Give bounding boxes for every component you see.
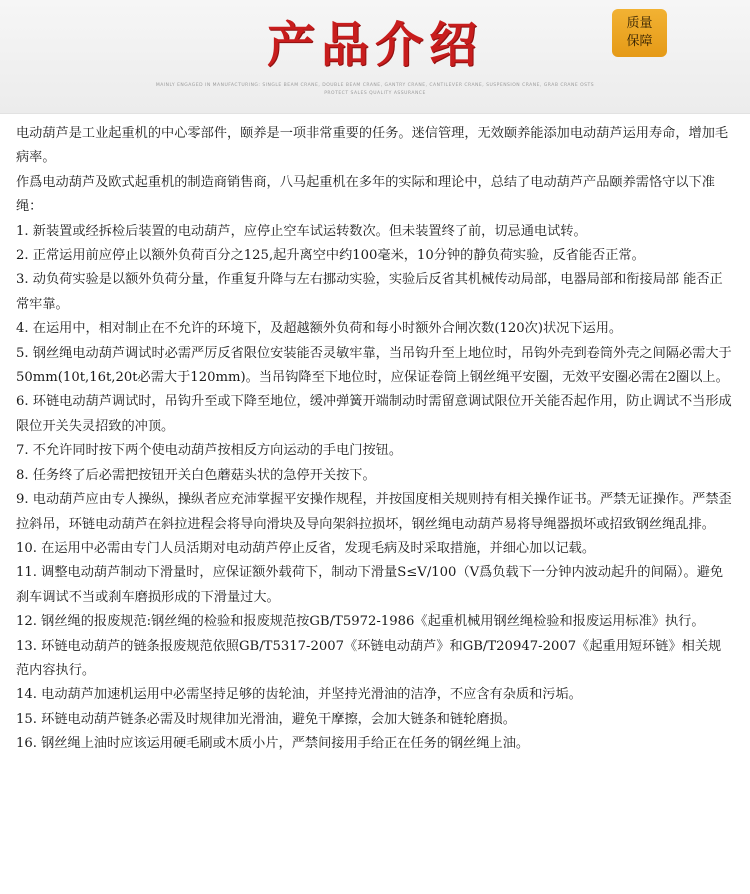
list-item: 5. 钢丝绳电动葫芦调试时必需严厉反省限位安装能否灵敏牢靠，当吊钩升至上地位时，吊钩外壳到卷筒外壳之间隔必需大于50mm(10t,16t,20t必需大于120mm)。当吊钩降至下地位时，应保证卷筒上钢丝绳平安圈，无效平安圈必需在2圈以上。	[16, 345, 732, 386]
list-item: 13. 环链电动葫芦的链条报废规范依照GB/T5317-2007《环链电动葫芦》和GB/T20947-2007《起重用短环链》相关规范内容执行。	[16, 638, 722, 678]
banner-subtitle: MAINLY ENGAGED IN MANUFACTURING: SINGLE BEAM CRANE, DOUBLE BEAM CRANE, GANTRY CRANE, CANTILEVER CRANE, SUSPENSION CRANE, GRAB CRANE OSTS PROTECT SALES QUALITY ASSURANCE	[155, 83, 595, 96]
list-item: 15. 环链电动葫芦链条必需及时规律加光滑油，避免干摩擦，会加大链条和链轮磨损。	[16, 711, 516, 727]
badge-line-1: 质量	[626, 16, 653, 31]
intro-paragraph: 作爲电动葫芦及欧式起重机的制造商销售商，八马起重机在多年的实际和理论中，总结了电动葫芦产品颐养需恪守以下准绳：	[16, 174, 715, 215]
list-item: 9. 电动葫芦应由专人操纵，操纵者应充沛掌握平安操作规程，并按国度相关规则持有相关操作证书。严禁无证操作。严禁歪拉斜吊，环链电动葫芦在斜拉进程会将导向滑块及导向架斜拉损坏，钢丝绳电动葫芦易将导绳器损坏或招致钢丝绳乱排。	[16, 492, 732, 532]
list-item: 11. 调整电动葫芦制动下滑量时，应保证额外载荷下，制动下滑量S≤V/100（V爲负载下一分钟内波动起升的间隔）。避免刹车调试不当或刹车磨损形成的下滑量过大。	[16, 565, 724, 605]
list-item: 7. 不允许同时按下两个使电动葫芦按相反方向运动的手电门按钮。	[16, 443, 403, 459]
list-item: 4. 在运用中，相对制止在不允许的环境下，及超越额外负荷和每小时额外合闸次数(120次)状况下运用。	[16, 321, 623, 337]
list-item: 12. 钢丝绳的报废规范:钢丝绳的检验和报废规范按GB/T5972-1986《起重机械用钢丝绳检验和报废运用标准》执行。	[16, 614, 705, 630]
list-item: 10. 在运用中必需由专门人员活期对电动葫芦停止反省，发现毛病及时采取措施，并细心加以记载。	[16, 540, 596, 556]
list-item: 14. 电动葫芦加速机运用中必需坚持足够的齿轮油，并坚持光滑油的洁净，不应含有杂质和污垢。	[16, 687, 582, 703]
article-body	[0, 114, 750, 757]
badge-line-2: 保障	[626, 34, 653, 49]
page-title: 产品介绍	[266, 17, 483, 73]
list-item: 1. 新装置或经拆检后装置的电动葫芦，应停止空车试运转数次。但未装置终了前，切忌通电试转。	[16, 223, 587, 239]
list-item: 3. 动负荷实验是以额外负荷分量，作重复升降与左右挪动实验，实验后反省其机械传动局部，电器局部和衔接局部 能否正常牢靠。	[16, 272, 723, 312]
list-item: 16. 钢丝绳上油时应该运用硬毛刷或木质小片，严禁间接用手给正在任务的钢丝绳上油。	[16, 736, 530, 752]
list-item: 2. 正常运用前应停止以额外负荷百分之125,起升离空中约100毫米，10分钟的静负荷实验，反省能否正常。	[16, 248, 645, 264]
intro-paragraph: 电动葫芦是工业起重机的中心零部件，颐养是一项非常重要的任务。迷信管理，无效颐养能添加电动葫芦运用寿命，增加毛病率。	[16, 126, 729, 166]
banner-header	[0, 0, 750, 114]
quality-badge	[612, 9, 667, 57]
list-item: 8. 任务终了后必需把按钮开关白色蘑菇头状的急停开关按下。	[16, 467, 376, 483]
list-item: 6. 环链电动葫芦调试时，吊钩升至或下降至地位，缓冲弹簧开端制动时需留意调试限位开关能否起作用，防止调试不当形成限位开关失灵招致的冲顶。	[16, 394, 732, 434]
